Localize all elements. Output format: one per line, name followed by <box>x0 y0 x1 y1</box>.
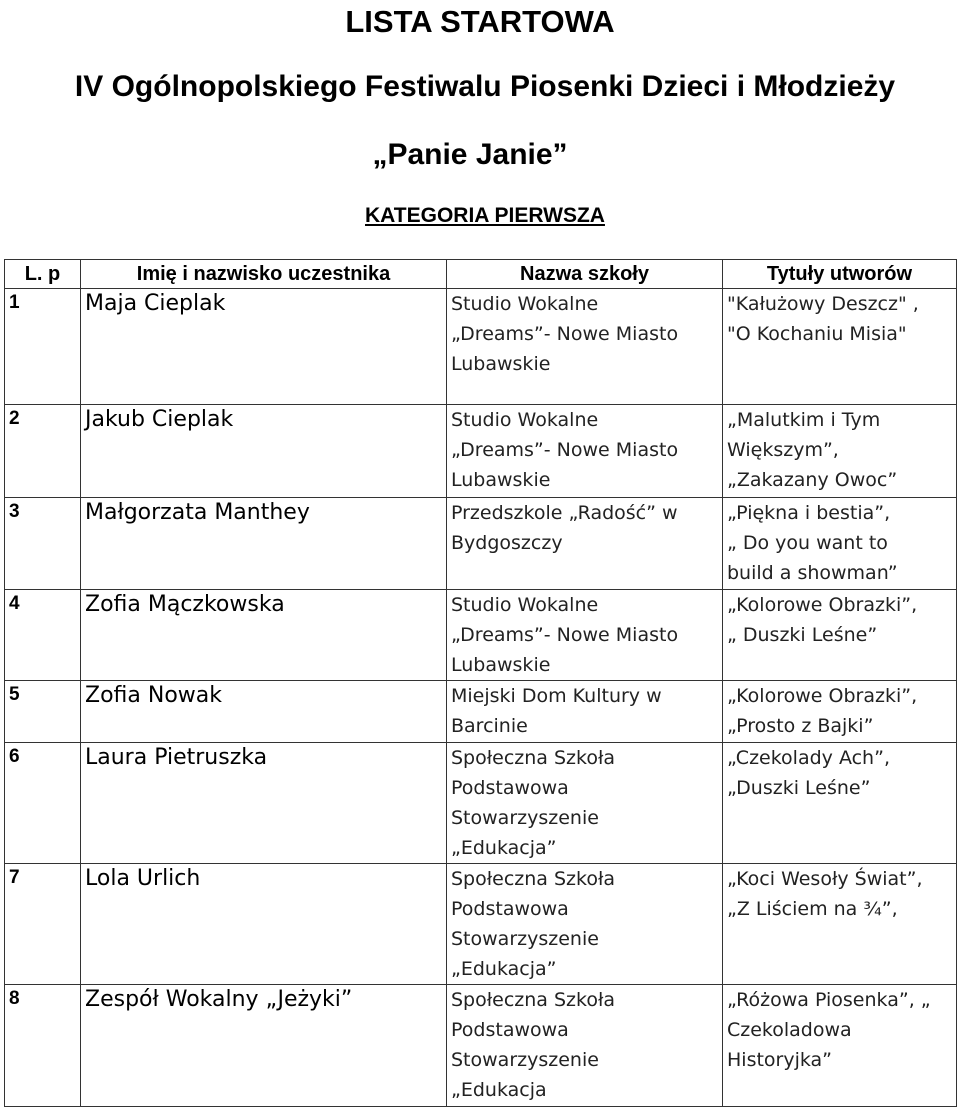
song-line: „ Do you want to <box>727 532 888 554</box>
song-line: „Prosto z Bajki” <box>727 715 874 737</box>
table-row <box>5 681 957 743</box>
school-name <box>447 681 723 743</box>
row-number: 4 <box>5 590 81 681</box>
school-name <box>447 498 723 590</box>
song-titles <box>723 681 957 743</box>
participant-name: Jakub Cieplak <box>81 405 447 498</box>
song-line: Czekoladowa <box>727 1019 852 1041</box>
song-titles <box>723 864 957 985</box>
table-row <box>5 590 957 681</box>
table-row <box>5 498 957 590</box>
school-line: Lubawskie <box>451 654 551 676</box>
participant-name: Zofia Nowak <box>81 681 447 743</box>
song-line: „Kolorowe Obrazki”, <box>727 594 918 616</box>
school-line: Lubawskie <box>451 353 551 375</box>
school-line: „Dreams”- Nowe Miasto <box>451 624 679 646</box>
festival-name: „Panie Janie” <box>372 138 568 171</box>
table-row <box>5 405 957 498</box>
school-line: Miejski Dom Kultury w <box>451 685 662 707</box>
song-line: „Z Liściem na ¾”, <box>727 898 898 920</box>
song-titles <box>723 405 957 498</box>
row-number: 8 <box>5 985 81 1107</box>
song-line: build a showman” <box>727 562 898 584</box>
song-line: „Malutkim i Tym <box>727 409 881 431</box>
school-line: Lubawskie <box>451 469 551 491</box>
song-line: „Kolorowe Obrazki”, <box>727 685 918 707</box>
song-line: „Piękna i bestia”, <box>727 502 891 524</box>
school-line: „Dreams”- Nowe Miasto <box>451 439 679 461</box>
school-line: Stowarzyszenie <box>451 807 599 829</box>
page-title: LISTA STARTOWA <box>345 4 615 39</box>
school-line: Studio Wokalne <box>451 293 599 315</box>
song-line: „Koci Wesoły Świat”, <box>727 868 923 890</box>
category-heading: KATEGORIA PIERWSZA <box>365 204 605 227</box>
row-number: 5 <box>5 681 81 743</box>
school-line: Przedszkole „Radość” w <box>451 502 678 524</box>
participant-name: Lola Urlich <box>81 864 447 985</box>
song-titles <box>723 590 957 681</box>
row-number: 2 <box>5 405 81 498</box>
table-row <box>5 289 957 405</box>
row-number: 3 <box>5 498 81 590</box>
song-titles <box>723 498 957 590</box>
song-line: "O Kochaniu Misia" <box>727 323 907 345</box>
table-header-row <box>5 260 957 289</box>
participant-name: Zespół Wokalny „Jeżyki” <box>81 985 447 1107</box>
row-number: 7 <box>5 864 81 985</box>
school-line: Podstawowa <box>451 1019 569 1041</box>
school-line: „Edukacja <box>451 1079 547 1101</box>
column-header-school: Nazwa szkoły <box>447 260 723 289</box>
row-number: 1 <box>5 289 81 405</box>
table-row <box>5 864 957 985</box>
column-header-name: Imię i nazwisko uczestnika <box>81 260 447 289</box>
festival-title: IV Ogólnopolskiego Festiwalu Piosenki Dzieci i Młodzieży <box>74 70 896 103</box>
song-line: „Różowa Piosenka”, „ <box>727 989 931 1011</box>
participant-name: Laura Pietruszka <box>81 743 447 864</box>
school-line: Stowarzyszenie <box>451 928 599 950</box>
school-line: Podstawowa <box>451 777 569 799</box>
school-line: Podstawowa <box>451 898 569 920</box>
school-line: Społeczna Szkoła <box>451 747 616 769</box>
song-titles <box>723 985 957 1107</box>
school-line: „Edukacja” <box>451 958 557 980</box>
school-name <box>447 590 723 681</box>
school-name <box>447 289 723 405</box>
school-name <box>447 743 723 864</box>
column-header-songs: Tytuły utworów <box>723 260 957 289</box>
school-name <box>447 985 723 1107</box>
school-line: Barcinie <box>451 715 528 737</box>
song-line: „ Duszki Leśne” <box>727 624 878 646</box>
song-line: "Kałużowy Deszcz" , <box>727 293 919 315</box>
school-name <box>447 405 723 498</box>
school-line: „Dreams”- Nowe Miasto <box>451 323 679 345</box>
column-header-lp: L. p <box>5 260 81 289</box>
song-titles <box>723 743 957 864</box>
song-line: Większym”, <box>727 439 839 461</box>
table-row <box>5 985 957 1107</box>
school-name <box>447 864 723 985</box>
participant-name: Zofia Mączkowska <box>81 590 447 681</box>
song-titles <box>723 289 957 405</box>
school-line: Studio Wokalne <box>451 594 599 616</box>
table-row <box>5 743 957 864</box>
row-number: 6 <box>5 743 81 864</box>
song-line: „Zakazany Owoc” <box>727 469 898 491</box>
start-list-table <box>4 259 957 1107</box>
song-line: Historyjka” <box>727 1049 833 1071</box>
school-line: „Edukacja” <box>451 837 557 859</box>
participant-name: Maja Cieplak <box>81 289 447 405</box>
school-line: Bydgoszczy <box>451 532 563 554</box>
school-line: Społeczna Szkoła <box>451 868 616 890</box>
school-line: Stowarzyszenie <box>451 1049 599 1071</box>
participant-name: Małgorzata Manthey <box>81 498 447 590</box>
school-line: Studio Wokalne <box>451 409 599 431</box>
song-line: „Duszki Leśne” <box>727 777 871 799</box>
song-line: „Czekolady Ach”, <box>727 747 890 769</box>
school-line: Społeczna Szkoła <box>451 989 616 1011</box>
